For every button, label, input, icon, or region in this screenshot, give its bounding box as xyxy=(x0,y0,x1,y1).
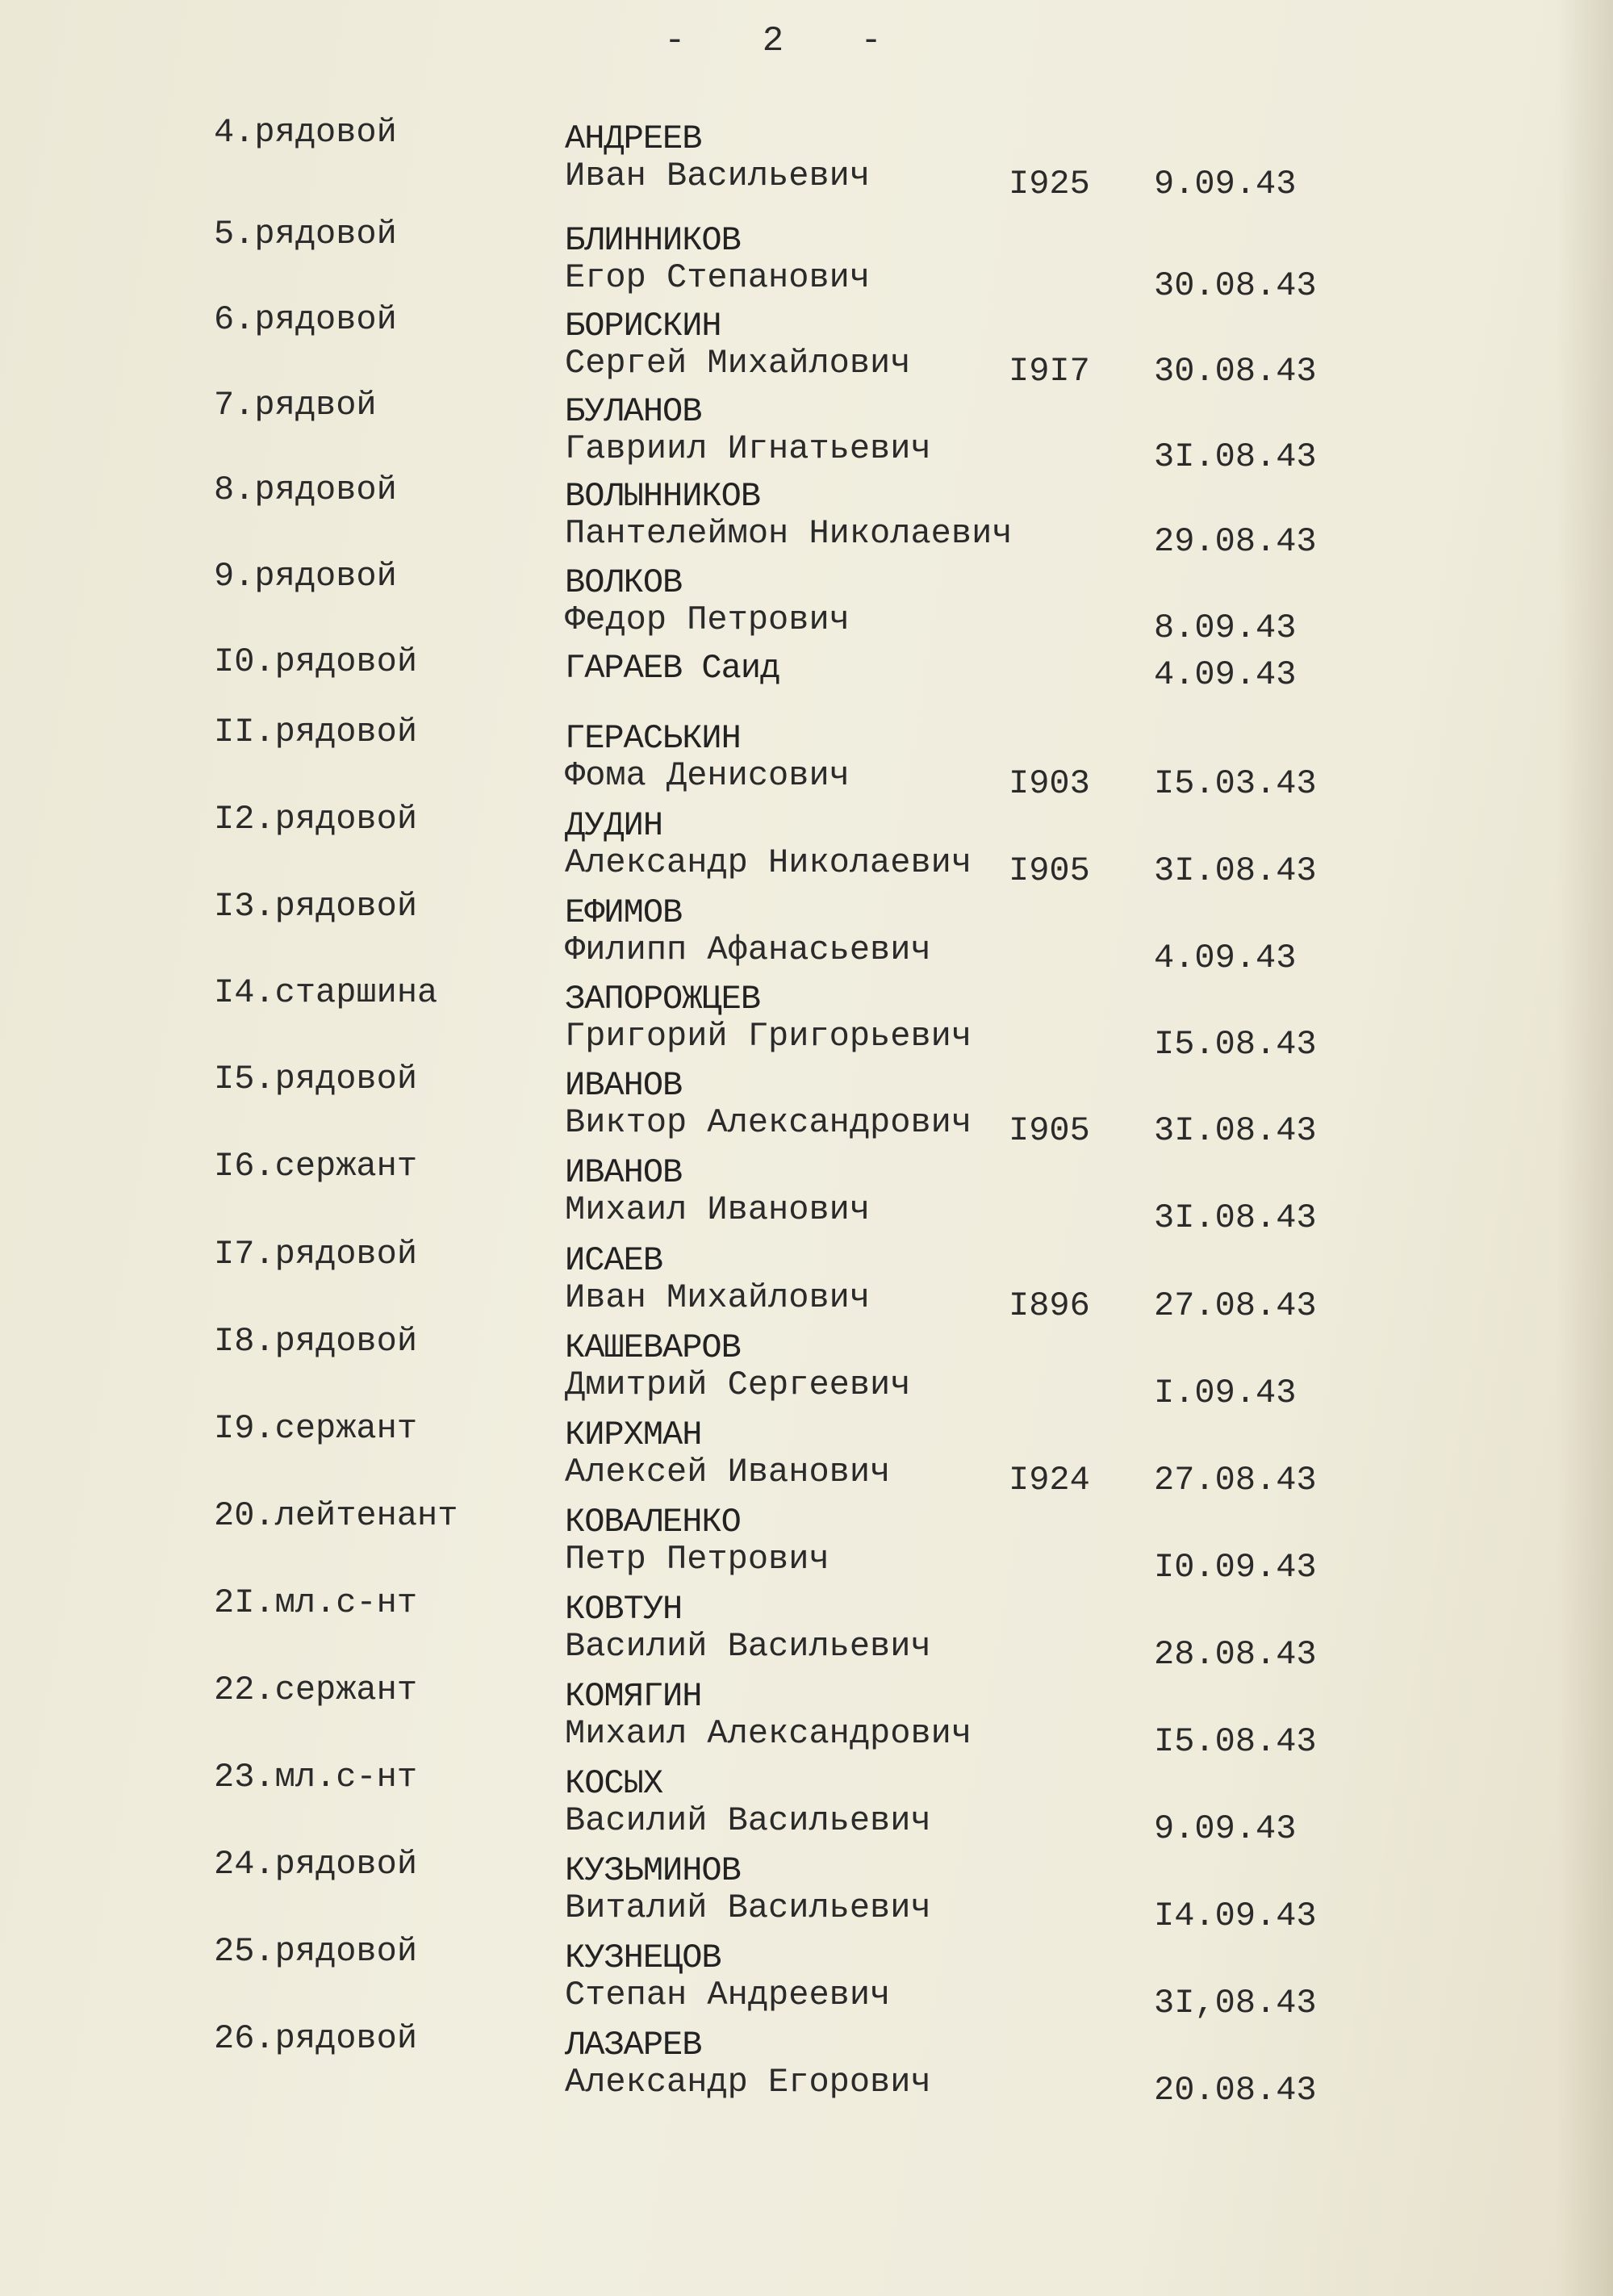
entry-rank: I2.рядовой xyxy=(214,800,418,839)
entry-given-name: Фома Денисович xyxy=(565,756,850,795)
entry-rank: 6.рядовой xyxy=(214,300,397,339)
list-entry xyxy=(0,1409,1613,1499)
entry-date: 27.08.43 xyxy=(1154,1286,1317,1325)
entry-surname: КУЗНЕЦОВ xyxy=(565,1938,721,1977)
list-entry xyxy=(0,1845,1613,1935)
entry-surname: ДУДИН xyxy=(565,806,663,845)
entry-date: 28.08.43 xyxy=(1154,1635,1317,1674)
entry-given-name: Василий Васильевич xyxy=(565,1627,931,1666)
entry-surname: ИСАЕВ xyxy=(565,1241,663,1280)
entry-date: I4.09.43 xyxy=(1154,1897,1317,1935)
entry-surname: КУЗЬМИНОВ xyxy=(565,1851,741,1890)
entry-given-name: Егор Степанович xyxy=(565,258,871,297)
entry-surname: БЛИННИКОВ xyxy=(565,221,741,260)
entry-rank: 5.рядовой xyxy=(214,215,397,253)
entry-surname: КАШЕВАРОВ xyxy=(565,1328,741,1367)
entry-rank: I9.сержант xyxy=(214,1409,418,1448)
entry-surname: ИВАНОВ xyxy=(565,1066,683,1105)
list-entry xyxy=(0,1147,1613,1237)
entry-date: I5.08.43 xyxy=(1154,1722,1317,1761)
entry-birth-year: I896 xyxy=(1009,1286,1090,1325)
entry-surname: ВОЛЫННИКОВ xyxy=(565,477,761,516)
entry-date: 4.09.43 xyxy=(1154,939,1297,977)
list-entry xyxy=(0,1060,1613,1150)
entry-given-name: Александр Егорович xyxy=(565,2063,931,2102)
list-entry xyxy=(0,300,1613,391)
entry-birth-year: I925 xyxy=(1009,165,1090,203)
entry-rank: 22.сержант xyxy=(214,1671,418,1709)
list-entry xyxy=(0,1496,1613,1587)
entry-rank: I0.рядовой xyxy=(214,642,418,681)
list-entry xyxy=(0,215,1613,305)
entry-given-name: Михаил Александрович xyxy=(565,1714,972,1753)
entry-surname: ГАРАЕВ Саид xyxy=(565,649,780,688)
entry-date: I.09.43 xyxy=(1154,1374,1297,1412)
entry-date: 4.09.43 xyxy=(1154,655,1297,694)
entry-surname: АНДРЕЕВ xyxy=(565,119,702,158)
list-entry xyxy=(0,1583,1613,1674)
list-entry xyxy=(0,113,1613,203)
entry-rank: 4.рядовой xyxy=(214,113,397,152)
entry-surname: ВОЛКОВ xyxy=(565,563,683,602)
entry-rank: 20.лейтенант xyxy=(214,1496,458,1535)
entry-rank: 23.мл.с-нт xyxy=(214,1758,418,1796)
list-entry xyxy=(0,1932,1613,2022)
entry-rank: I6.сержант xyxy=(214,1147,418,1186)
entry-surname: БОРИСКИН xyxy=(565,307,721,345)
list-entry xyxy=(0,887,1613,977)
entry-given-name: Дмитрий Сергеевич xyxy=(565,1365,911,1404)
entry-rank: I3.рядовой xyxy=(214,887,418,926)
entry-date: I5.08.43 xyxy=(1154,1025,1317,1064)
entry-rank: 9.рядовой xyxy=(214,557,397,596)
entry-given-name: Александр Николаевич xyxy=(565,843,972,882)
list-entry xyxy=(0,1671,1613,1761)
entry-given-name: Иван Васильевич xyxy=(565,157,871,195)
list-entry xyxy=(0,1235,1613,1325)
entry-rank: II.рядовой xyxy=(214,713,418,751)
entry-date: 3I.08.43 xyxy=(1154,437,1317,476)
entry-given-name: Михаил Иванович xyxy=(565,1190,871,1229)
page-number: - 2 - xyxy=(664,21,885,61)
list-entry xyxy=(0,2019,1613,2110)
entry-date: 27.08.43 xyxy=(1154,1461,1317,1499)
list-entry xyxy=(0,800,1613,890)
entry-birth-year: I903 xyxy=(1009,764,1090,803)
entry-date: 30.08.43 xyxy=(1154,266,1317,305)
entry-surname: КОВТУН xyxy=(565,1590,683,1629)
list-entry xyxy=(0,713,1613,803)
entry-rank: I8.рядовой xyxy=(214,1322,418,1361)
entry-given-name: Григорий Григорьевич xyxy=(565,1017,972,1056)
entry-rank: 8.рядовой xyxy=(214,470,397,509)
entry-given-name: Гавриил Игнатьевич xyxy=(565,429,931,468)
entry-date: 3I.08.43 xyxy=(1154,1198,1317,1237)
entry-surname: ЗАПОРОЖЦЕВ xyxy=(565,980,761,1018)
entry-rank: 25.рядовой xyxy=(214,1932,418,1971)
entry-given-name: Василий Васильевич xyxy=(565,1801,931,1840)
entry-rank: 7.рядвой xyxy=(214,386,377,424)
entry-date: I0.09.43 xyxy=(1154,1548,1317,1587)
list-entry xyxy=(0,1322,1613,1412)
entry-rank: 24.рядовой xyxy=(214,1845,418,1884)
entry-date: 3I.08.43 xyxy=(1154,851,1317,890)
list-entry xyxy=(0,973,1613,1064)
entry-rank: I4.старшина xyxy=(214,973,438,1012)
entry-rank: I5.рядовой xyxy=(214,1060,418,1098)
entry-birth-year: I905 xyxy=(1009,1111,1090,1150)
entry-given-name: Степан Андреевич xyxy=(565,1976,891,2014)
entry-given-name: Виктор Александрович xyxy=(565,1103,972,1142)
entry-date: 8.09.43 xyxy=(1154,609,1297,647)
entry-given-name: Иван Михайлович xyxy=(565,1278,871,1317)
entry-surname: ЕФИМОВ xyxy=(565,893,683,932)
entry-date: 30.08.43 xyxy=(1154,352,1317,391)
entry-surname: ЛАЗАРЕВ xyxy=(565,2026,702,2064)
entry-date: I5.03.43 xyxy=(1154,764,1317,803)
entry-surname: КОСЫХ xyxy=(565,1764,663,1803)
entry-rank: I7.рядовой xyxy=(214,1235,418,1273)
entry-given-name: Алексей Иванович xyxy=(565,1453,891,1491)
entry-surname: КИРХМАН xyxy=(565,1416,702,1454)
entry-surname: БУЛАНОВ xyxy=(565,392,702,431)
entry-birth-year: I924 xyxy=(1009,1461,1090,1499)
list-entry xyxy=(0,386,1613,476)
entry-date: 3I,08.43 xyxy=(1154,1984,1317,2022)
entry-date: 9.09.43 xyxy=(1154,165,1297,203)
entry-rank: 2I.мл.с-нт xyxy=(214,1583,418,1622)
entry-given-name: Сергей Михайлович xyxy=(565,344,911,383)
list-entry xyxy=(0,557,1613,647)
entry-date: 9.09.43 xyxy=(1154,1809,1297,1848)
entry-date: 29.08.43 xyxy=(1154,522,1317,561)
entry-given-name: Филипп Афанасьевич xyxy=(565,931,931,969)
entry-birth-year: I9I7 xyxy=(1009,352,1090,391)
entry-given-name: Федор Петрович xyxy=(565,600,850,639)
list-entry xyxy=(0,1758,1613,1848)
entry-date: 3I.08.43 xyxy=(1154,1111,1317,1150)
entry-birth-year: I905 xyxy=(1009,851,1090,890)
entry-date: 20.08.43 xyxy=(1154,2071,1317,2110)
entry-surname: КОВАЛЕНКО xyxy=(565,1503,741,1541)
entry-given-name: Петр Петрович xyxy=(565,1540,829,1579)
entry-rank: 26.рядовой xyxy=(214,2019,418,2058)
entry-given-name: Пантелеймон Николаевич xyxy=(565,514,1013,553)
entry-given-name: Виталий Васильевич xyxy=(565,1888,931,1927)
list-entry xyxy=(0,470,1613,561)
entry-surname: КОМЯГИН xyxy=(565,1677,702,1716)
entry-surname: ГЕРАСЬКИН xyxy=(565,719,741,758)
entry-surname: ИВАНОВ xyxy=(565,1153,683,1192)
